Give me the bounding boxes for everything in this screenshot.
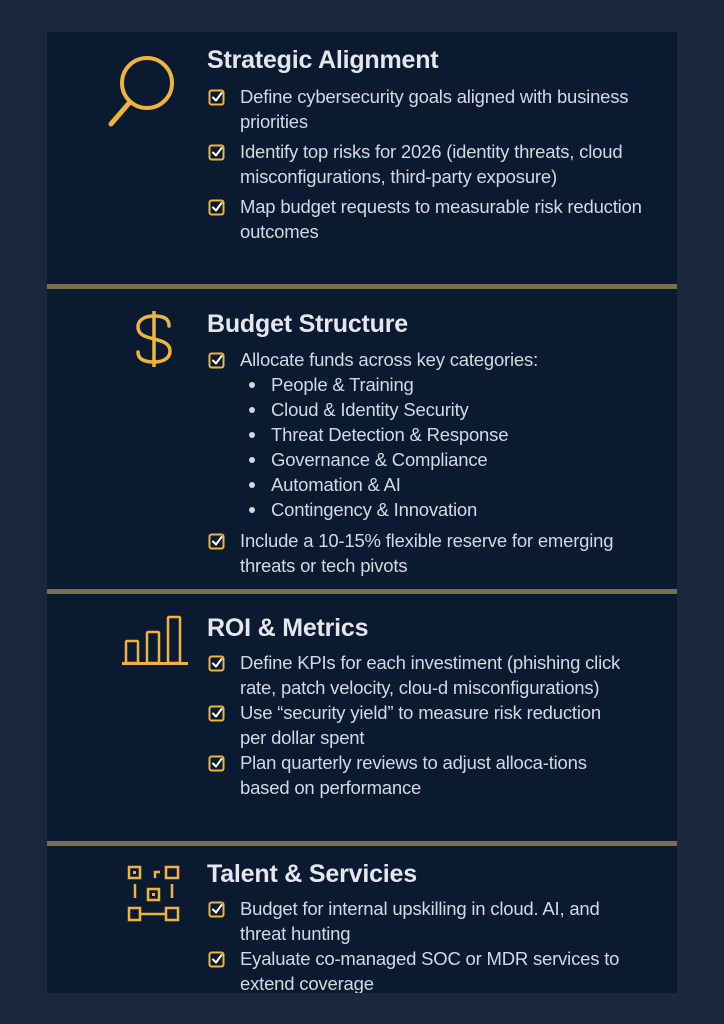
checklist-item: Use “security yield” to measure risk reduction per dollar spent — [207, 700, 627, 750]
magnifying-glass-icon — [105, 54, 185, 134]
category-item: Threat Detection & Response — [207, 422, 647, 447]
checklist-item: Budget for internal upskilling in cloud. AI, and threat hunting — [207, 896, 637, 946]
section-title: Budget Structure — [207, 310, 408, 338]
category-list — [207, 372, 647, 522]
category-item: Governance & Compliance — [207, 447, 647, 472]
section-title: ROI & Metrics — [207, 614, 369, 642]
category-item: Automation & AI — [207, 472, 647, 497]
checkbox-checked-icon — [208, 950, 226, 968]
bullet-icon — [249, 407, 255, 413]
checkbox-checked-icon — [208, 198, 226, 216]
dollar-sign-icon — [133, 309, 177, 369]
section-roi-metrics — [47, 594, 677, 841]
bullet-icon — [249, 457, 255, 463]
bullet-icon — [249, 482, 255, 488]
section-title: Talent & Servicies — [207, 860, 417, 888]
category-item: Cloud & Identity Security — [207, 397, 647, 422]
checkbox-checked-icon — [208, 900, 226, 918]
checklist-item: Define cybersecurity goals aligned with business priorities — [207, 84, 647, 134]
bullet-icon — [249, 507, 255, 513]
checklist-item: Allocate funds across key categories: People & Training Cloud & Identity Security Threat Detection & Response Governance & Compliance Automation & AI Contingency & Innovation — [207, 347, 647, 522]
section-budget-structure — [47, 289, 677, 589]
bullet-icon — [249, 432, 255, 438]
category-item: Contingency & Innovation — [207, 497, 647, 522]
checklist — [207, 347, 647, 583]
checkbox-checked-icon — [208, 532, 226, 550]
checklist — [207, 896, 637, 993]
network-nodes-icon — [127, 865, 183, 925]
checklist-item: Plan quarterly reviews to adjust alloca-tions based on performance — [207, 750, 627, 800]
bar-chart-icon — [121, 614, 191, 666]
checklist-item: Identify top risks for 2026 (identity threats, cloud misconfigurations, third-party exposure) — [207, 139, 647, 189]
checklist — [207, 650, 627, 805]
checkbox-checked-icon — [208, 654, 226, 672]
checkbox-checked-icon — [208, 754, 226, 772]
checkbox-checked-icon — [208, 143, 226, 161]
checklist-item: Include a 10-15% flexible reserve for emerging threats or tech pivots — [207, 528, 647, 578]
checkbox-checked-icon — [208, 704, 226, 722]
checkbox-checked-icon — [208, 88, 226, 106]
checklist-item: Map budget requests to measurable risk reduction outcomes — [207, 194, 647, 244]
section-talent-services — [47, 846, 677, 993]
checkbox-checked-icon — [208, 351, 226, 369]
checklist-item: Define KPIs for each investiment (phishing click rate, patch velocity, clou-d misconfigurations) — [207, 650, 627, 700]
category-item: People & Training — [207, 372, 647, 397]
section-title: Strategic Alignment — [207, 46, 439, 74]
bullet-icon — [249, 382, 255, 388]
section-strategic-alignment — [47, 32, 677, 284]
checklist-item: Eyaluate co-managed SOC or MDR services to extend coverage — [207, 946, 637, 993]
infographic-panel — [47, 32, 677, 993]
checklist — [207, 84, 647, 249]
